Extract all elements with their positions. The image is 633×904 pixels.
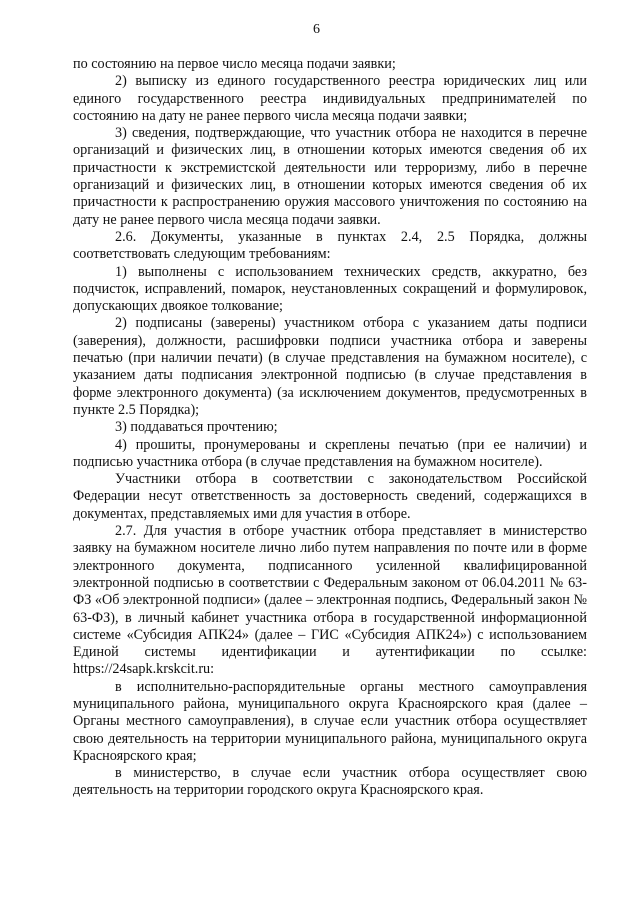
paragraph-continuation: по состоянию на первое число месяца подачи заявки; <box>73 56 396 72</box>
paragraph-item-2-extract: 2) выписку из единого государственного реестра юридических лиц или единого государственного реестра индивидуальных предпринимателей по состоянию на дату не ранее первого числа месяца подачи заявки; <box>73 73 587 124</box>
paragraph-section-2-6: 2.6. Документы, указанные в пунктах 2.4, 2.5 Порядка, должны соответствовать следующим требованиям: <box>73 228 587 263</box>
paragraph-responsibility: Участники отбора в соответствии с законодательством Российской Федерации несут ответственность за достоверность сведений, содержащихся в документах, представляемых ими для участия в отборе. <box>73 471 587 522</box>
paragraph-requirement-3: 3) поддаваться прочтению; <box>115 419 278 436</box>
paragraph-ministry: в министерство, в случае если участник отбора осуществляет свою деятельность на территории городского округа Красноярского края. <box>73 765 587 799</box>
paragraph-section-2-7: 2.7. Для участия в отборе участник отбора представляет в министерство заявку на бумажном носителе лично либо путем направления по почте или в форме электронного документа, подписанного усиленной квалифицированной электронной подписью в соответствии с Федеральным законом от 06.04.2011 № 63-ФЗ «Об электронной подписи» (далее – электронная подпись, Федеральный закон № 63-ФЗ), в личный кабинет участника отбора в государственной информационной системе «Субсидия АПК24» (далее – ГИС «Субсидия АПК24») с использованием Единой системы идентификации и аутентификации по ссылке: https://24sapk.krskcit.ru: <box>73 523 587 678</box>
paragraph-requirement-1: 1) выполнены с использованием технических средств, аккуратно, без подчисток, исправлений, помарок, неустановленных сокращений и формулировок, допускающих двоякое толкование; <box>73 263 587 315</box>
paragraph-local-authorities: в исполнительно-распорядительные органы местного самоуправления муниципального района, муниципального округа Красноярского края (далее – Органы местного самоуправления), в случае если участник отбора осуществляет свою деятельность на территории муниципального района, муниципального округа Красноярского края; <box>73 678 587 764</box>
paragraph-requirement-2: 2) подписаны (заверены) участником отбора с указанием даты подписи (заверения), должности, расшифровки подписи участника отбора и заверены печатью (при наличии печати) (в случае представления на бумажном носителе), с указанием даты подписания электронной подписью (в случае представления в форме электронного документа) (за исключением документов, предусмотренных в пункте 2.5 Порядка); <box>73 315 587 418</box>
paragraph-item-3-info: 3) сведения, подтверждающие, что участник отбора не находится в перечне организаций и физических лиц, в отношении которых имеются сведения об их причастности к экстремистской деятельности или терроризму, либо в перечне организаций и физических лиц, в отношении которых имеются сведения об их причастности к распространению оружия массового уничтожения по состоянию на дату не ранее первого числа месяца подачи заявки. <box>73 125 587 228</box>
paragraph-requirement-4: 4) прошиты, пронумерованы и скреплены печатью (при ее наличии) и подписью участника отбора (в случае представления на бумажном носителе). <box>73 436 587 470</box>
document-body <box>73 56 587 800</box>
page-number: 6 <box>313 22 320 37</box>
